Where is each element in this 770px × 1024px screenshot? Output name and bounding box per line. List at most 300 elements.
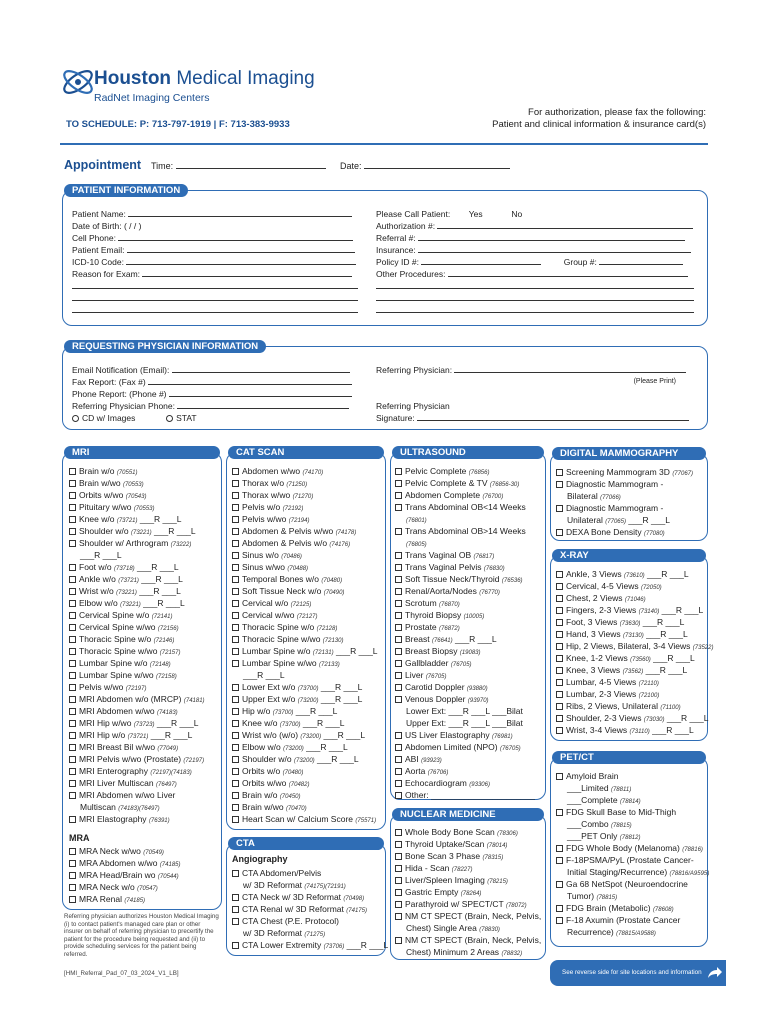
list-item[interactable] bbox=[556, 664, 708, 676]
list-item[interactable] bbox=[232, 765, 386, 777]
checkbox-icon[interactable] bbox=[395, 841, 402, 848]
checkbox-icon[interactable] bbox=[232, 660, 239, 667]
checkbox-icon[interactable] bbox=[556, 917, 563, 924]
checkbox-icon[interactable] bbox=[69, 756, 76, 763]
list-item[interactable] bbox=[395, 934, 545, 946]
list-item[interactable] bbox=[395, 549, 545, 561]
checkbox-icon[interactable] bbox=[232, 894, 239, 901]
side-selector[interactable]: ___R ___L bbox=[321, 730, 366, 740]
checkbox-icon[interactable] bbox=[556, 469, 563, 476]
side-selector[interactable]: ___R ___L bbox=[138, 574, 183, 584]
list-item[interactable] bbox=[232, 813, 386, 825]
side-selector[interactable]: ___R ___L bbox=[643, 629, 688, 639]
list-item[interactable] bbox=[556, 688, 708, 700]
reverse-side-banner[interactable] bbox=[550, 960, 726, 986]
checkbox-icon[interactable] bbox=[556, 505, 563, 512]
checkbox-icon[interactable] bbox=[556, 679, 563, 686]
checkbox-icon[interactable] bbox=[556, 691, 563, 698]
list-item[interactable] bbox=[232, 939, 389, 951]
checkbox-icon[interactable] bbox=[232, 648, 239, 655]
checkbox-icon[interactable] bbox=[69, 720, 76, 727]
list-item[interactable] bbox=[395, 645, 545, 657]
checkbox-icon[interactable] bbox=[395, 636, 402, 643]
list-item[interactable] bbox=[395, 597, 545, 609]
checkbox-icon[interactable] bbox=[556, 571, 563, 578]
list-item[interactable] bbox=[395, 465, 545, 477]
checkbox-icon[interactable] bbox=[232, 906, 239, 913]
checkbox-icon[interactable] bbox=[232, 468, 239, 475]
side-selector[interactable]: ___R ___L bbox=[154, 718, 199, 728]
checkbox-icon[interactable] bbox=[232, 684, 239, 691]
side-selector[interactable]: ___R ___L bbox=[625, 515, 670, 525]
list-item[interactable] bbox=[556, 640, 714, 652]
checkbox-icon[interactable] bbox=[395, 468, 402, 475]
list-item[interactable] bbox=[556, 878, 708, 890]
checkbox-icon[interactable] bbox=[395, 768, 402, 775]
list-item[interactable] bbox=[395, 525, 545, 537]
list-item[interactable] bbox=[232, 489, 386, 501]
list-item[interactable] bbox=[69, 857, 221, 869]
checkbox-icon[interactable] bbox=[395, 937, 402, 944]
list-item[interactable] bbox=[232, 777, 386, 789]
reason-line-2[interactable] bbox=[72, 281, 358, 289]
list-item[interactable] bbox=[395, 501, 545, 513]
list-item[interactable] bbox=[395, 561, 545, 573]
checkbox-icon[interactable] bbox=[556, 881, 563, 888]
phone-report-field[interactable] bbox=[169, 389, 352, 397]
list-item[interactable] bbox=[232, 513, 386, 525]
list-item[interactable] bbox=[69, 681, 221, 693]
list-item[interactable] bbox=[395, 657, 545, 669]
checkbox-icon[interactable] bbox=[232, 492, 239, 499]
list-item[interactable] bbox=[69, 717, 221, 729]
checkbox-icon[interactable] bbox=[232, 504, 239, 511]
list-item[interactable] bbox=[232, 477, 386, 489]
list-item[interactable] bbox=[556, 628, 708, 640]
ref-phys-field[interactable] bbox=[454, 365, 686, 373]
checkbox-icon[interactable] bbox=[395, 528, 402, 535]
checkbox-icon[interactable] bbox=[232, 552, 239, 559]
checkbox-icon[interactable] bbox=[395, 648, 402, 655]
checkbox-icon[interactable] bbox=[556, 845, 563, 852]
list-item[interactable] bbox=[395, 789, 545, 801]
list-item[interactable] bbox=[556, 842, 708, 854]
insurance-field[interactable] bbox=[418, 245, 691, 253]
checkbox-icon[interactable] bbox=[556, 643, 563, 650]
list-item[interactable] bbox=[232, 609, 386, 621]
patient-name-field[interactable] bbox=[128, 209, 352, 217]
side-selector[interactable]: ___R ___L bbox=[664, 713, 709, 723]
list-item[interactable] bbox=[232, 645, 386, 657]
checkbox-icon[interactable] bbox=[395, 829, 402, 836]
checkbox-icon[interactable] bbox=[69, 624, 76, 631]
list-item[interactable] bbox=[69, 753, 221, 765]
checkbox-icon[interactable] bbox=[69, 636, 76, 643]
checkbox-icon[interactable] bbox=[232, 540, 239, 547]
checkbox-icon[interactable] bbox=[395, 624, 402, 631]
checkbox-icon[interactable] bbox=[69, 672, 76, 679]
list-item[interactable] bbox=[232, 741, 386, 753]
checkbox-icon[interactable] bbox=[232, 780, 239, 787]
list-item[interactable] bbox=[69, 609, 221, 621]
checkbox-icon[interactable] bbox=[395, 889, 402, 896]
group-field[interactable] bbox=[599, 257, 683, 265]
list-item[interactable] bbox=[69, 501, 221, 513]
checkbox-icon[interactable] bbox=[395, 901, 402, 908]
list-item[interactable] bbox=[232, 717, 386, 729]
list-item[interactable] bbox=[232, 915, 386, 927]
icd-field[interactable] bbox=[126, 257, 356, 265]
checkbox-icon[interactable] bbox=[232, 600, 239, 607]
list-item[interactable] bbox=[69, 657, 221, 669]
list-item[interactable] bbox=[395, 633, 545, 645]
checkbox-icon[interactable] bbox=[556, 655, 563, 662]
checkbox-icon[interactable] bbox=[395, 792, 402, 799]
checkbox-icon[interactable] bbox=[232, 564, 239, 571]
checkbox-icon[interactable] bbox=[395, 732, 402, 739]
list-item[interactable] bbox=[232, 753, 386, 765]
fax-report-field[interactable] bbox=[148, 377, 352, 385]
checkbox-icon[interactable] bbox=[232, 744, 239, 751]
list-item[interactable] bbox=[556, 724, 708, 736]
list-item[interactable] bbox=[232, 573, 386, 585]
checkbox-icon[interactable] bbox=[556, 619, 563, 626]
list-item[interactable] bbox=[556, 616, 708, 628]
checkbox-icon[interactable] bbox=[395, 913, 402, 920]
list-item[interactable] bbox=[395, 862, 545, 874]
list-item[interactable] bbox=[395, 573, 545, 585]
checkbox-icon[interactable] bbox=[232, 756, 239, 763]
checkbox-icon[interactable] bbox=[395, 865, 402, 872]
list-item[interactable] bbox=[69, 729, 221, 741]
side-selector[interactable]: ___R ___L bbox=[640, 617, 685, 627]
checkbox-icon[interactable] bbox=[69, 780, 76, 787]
other-proc-line-3[interactable] bbox=[376, 293, 694, 301]
email-field[interactable] bbox=[127, 245, 355, 253]
side-selector[interactable]: ___R ___L bbox=[136, 586, 181, 596]
checkbox-icon[interactable] bbox=[395, 480, 402, 487]
checkbox-icon[interactable] bbox=[69, 492, 76, 499]
list-item[interactable] bbox=[395, 838, 545, 850]
list-item[interactable] bbox=[232, 681, 386, 693]
list-item[interactable] bbox=[69, 561, 221, 573]
list-item[interactable] bbox=[556, 466, 708, 478]
checkbox-icon[interactable] bbox=[232, 696, 239, 703]
checkbox-icon[interactable] bbox=[69, 576, 76, 583]
checkbox-icon[interactable] bbox=[69, 848, 76, 855]
checkbox-icon[interactable] bbox=[232, 720, 239, 727]
list-item[interactable] bbox=[232, 891, 386, 903]
checkbox-icon[interactable] bbox=[395, 564, 402, 571]
list-item[interactable] bbox=[69, 585, 221, 597]
checkbox-icon[interactable] bbox=[69, 896, 76, 903]
checkbox-icon[interactable] bbox=[232, 816, 239, 823]
checkbox-icon[interactable] bbox=[232, 804, 239, 811]
checkbox-icon[interactable] bbox=[395, 756, 402, 763]
list-item[interactable] bbox=[232, 597, 386, 609]
checkbox-icon[interactable] bbox=[395, 552, 402, 559]
list-item[interactable] bbox=[69, 789, 221, 801]
list-item[interactable] bbox=[556, 592, 708, 604]
other-proc-line-4[interactable] bbox=[376, 305, 694, 313]
list-item[interactable] bbox=[69, 845, 221, 857]
list-item[interactable] bbox=[69, 869, 221, 881]
checkbox-icon[interactable] bbox=[395, 744, 402, 751]
referral-field[interactable] bbox=[418, 233, 685, 241]
checkbox-icon[interactable] bbox=[69, 648, 76, 655]
checkbox-icon[interactable] bbox=[232, 636, 239, 643]
checkbox-icon[interactable] bbox=[395, 672, 402, 679]
checkbox-icon[interactable] bbox=[556, 607, 563, 614]
list-item[interactable] bbox=[232, 549, 386, 561]
checkbox-icon[interactable] bbox=[232, 708, 239, 715]
side-selector[interactable]: ___R ___L bbox=[344, 940, 389, 950]
cd-option[interactable] bbox=[72, 413, 135, 423]
checkbox-icon[interactable] bbox=[69, 660, 76, 667]
side-selector[interactable]: ___R ___L bbox=[318, 694, 363, 704]
checkbox-icon[interactable] bbox=[69, 872, 76, 879]
checkbox-icon[interactable] bbox=[556, 809, 563, 816]
call-no-option[interactable]: No bbox=[511, 209, 523, 219]
checkbox-icon[interactable] bbox=[69, 528, 76, 535]
checkbox-icon[interactable] bbox=[69, 792, 76, 799]
list-item[interactable] bbox=[395, 681, 545, 693]
list-item[interactable] bbox=[69, 645, 221, 657]
list-item[interactable] bbox=[69, 765, 221, 777]
checkbox-icon[interactable] bbox=[395, 576, 402, 583]
checkbox-icon[interactable] bbox=[395, 492, 402, 499]
list-item[interactable] bbox=[232, 465, 386, 477]
list-item[interactable] bbox=[395, 585, 545, 597]
list-item[interactable] bbox=[232, 561, 386, 573]
stat-option[interactable] bbox=[166, 413, 196, 423]
other-proc-field[interactable] bbox=[448, 269, 688, 277]
checkbox-icon[interactable] bbox=[556, 583, 563, 590]
checkbox-icon[interactable] bbox=[395, 684, 402, 691]
list-item[interactable] bbox=[232, 729, 386, 741]
side-selector[interactable]: ___R ___L bbox=[644, 569, 689, 579]
time-field[interactable] bbox=[176, 161, 326, 169]
list-item[interactable] bbox=[232, 693, 386, 705]
list-item[interactable] bbox=[232, 621, 386, 633]
checkbox-icon[interactable] bbox=[69, 884, 76, 891]
list-item[interactable] bbox=[556, 902, 708, 914]
checkbox-icon[interactable] bbox=[395, 588, 402, 595]
checkbox-icon[interactable] bbox=[232, 942, 239, 949]
cell-field[interactable] bbox=[118, 233, 353, 241]
checkbox-icon[interactable] bbox=[395, 780, 402, 787]
list-item[interactable] bbox=[69, 573, 221, 585]
list-item[interactable] bbox=[556, 526, 708, 538]
checkbox-icon[interactable] bbox=[69, 732, 76, 739]
side-selector[interactable]: ___R ___L bbox=[300, 718, 345, 728]
signature-field[interactable] bbox=[417, 413, 689, 421]
list-item[interactable] bbox=[556, 478, 708, 490]
list-item[interactable] bbox=[556, 568, 708, 580]
checkbox-icon[interactable] bbox=[232, 612, 239, 619]
checkbox-icon[interactable] bbox=[232, 768, 239, 775]
date-field[interactable] bbox=[364, 161, 510, 169]
side-selector[interactable]: ___R ___L bbox=[140, 598, 185, 608]
side-selector[interactable]: ___R ___L bbox=[650, 653, 695, 663]
list-item[interactable] bbox=[395, 609, 545, 621]
list-item[interactable] bbox=[556, 580, 708, 592]
list-item[interactable] bbox=[69, 705, 221, 717]
list-item[interactable] bbox=[69, 537, 221, 549]
list-item[interactable] bbox=[232, 789, 386, 801]
checkbox-icon[interactable] bbox=[69, 564, 76, 571]
list-item[interactable] bbox=[395, 826, 545, 838]
list-item[interactable] bbox=[69, 669, 221, 681]
list-item[interactable] bbox=[395, 765, 545, 777]
list-item[interactable] bbox=[556, 806, 708, 818]
list-item[interactable] bbox=[556, 502, 708, 514]
list-item[interactable] bbox=[395, 477, 545, 489]
list-item[interactable] bbox=[69, 893, 221, 905]
other-proc-line-2[interactable] bbox=[376, 281, 694, 289]
side-selector[interactable]: ___R ___L bbox=[643, 665, 688, 675]
checkbox-icon[interactable] bbox=[232, 516, 239, 523]
checkbox-icon[interactable] bbox=[395, 660, 402, 667]
list-item[interactable] bbox=[232, 903, 386, 915]
reason-line-4[interactable] bbox=[72, 305, 358, 313]
checkbox-icon[interactable] bbox=[232, 624, 239, 631]
checkbox-icon[interactable] bbox=[395, 877, 402, 884]
ref-phone-field[interactable] bbox=[177, 401, 349, 409]
checkbox-icon[interactable] bbox=[395, 504, 402, 511]
list-item[interactable] bbox=[556, 914, 708, 926]
list-item[interactable] bbox=[395, 886, 545, 898]
list-item[interactable] bbox=[69, 597, 221, 609]
checkbox-icon[interactable] bbox=[232, 588, 239, 595]
checkbox-icon[interactable] bbox=[69, 768, 76, 775]
list-item[interactable] bbox=[395, 741, 545, 753]
list-item[interactable] bbox=[232, 705, 386, 717]
list-item[interactable] bbox=[232, 537, 386, 549]
checkbox-icon[interactable] bbox=[395, 853, 402, 860]
checkbox-icon[interactable] bbox=[395, 612, 402, 619]
checkbox-icon[interactable] bbox=[395, 600, 402, 607]
checkbox-icon[interactable] bbox=[556, 703, 563, 710]
checkbox-icon[interactable] bbox=[556, 857, 563, 864]
list-item[interactable] bbox=[395, 669, 545, 681]
checkbox-icon[interactable] bbox=[232, 528, 239, 535]
side-selector[interactable]: ___R ___L bbox=[452, 634, 497, 644]
list-item[interactable] bbox=[232, 501, 386, 513]
list-item[interactable] bbox=[232, 585, 386, 597]
checkbox-icon[interactable] bbox=[556, 481, 563, 488]
list-item[interactable] bbox=[69, 741, 221, 753]
list-item[interactable] bbox=[556, 652, 708, 664]
checkbox-icon[interactable] bbox=[69, 816, 76, 823]
checkbox-icon[interactable] bbox=[232, 576, 239, 583]
call-yes-option[interactable]: Yes bbox=[468, 209, 483, 219]
side-selector[interactable]: ___R ___L bbox=[318, 682, 363, 692]
policy-field[interactable] bbox=[421, 257, 541, 265]
checkbox-icon[interactable] bbox=[232, 918, 239, 925]
list-item[interactable] bbox=[395, 753, 545, 765]
checkbox-icon[interactable] bbox=[556, 529, 563, 536]
checkbox-icon[interactable] bbox=[69, 588, 76, 595]
side-selector[interactable]: ___R ___L bbox=[148, 730, 193, 740]
checkbox-icon[interactable] bbox=[556, 667, 563, 674]
checkbox-icon[interactable] bbox=[69, 744, 76, 751]
list-item[interactable] bbox=[395, 621, 545, 633]
list-item[interactable] bbox=[69, 881, 221, 893]
checkbox-icon[interactable] bbox=[69, 516, 76, 523]
checkbox-icon[interactable] bbox=[395, 696, 402, 703]
checkbox-icon[interactable] bbox=[556, 631, 563, 638]
checkbox-icon[interactable] bbox=[232, 480, 239, 487]
checkbox-icon[interactable] bbox=[69, 600, 76, 607]
list-item[interactable] bbox=[395, 850, 545, 862]
list-item[interactable] bbox=[232, 657, 386, 669]
side-selector[interactable]: ___R ___L bbox=[649, 725, 694, 735]
email-notify-field[interactable] bbox=[172, 365, 350, 373]
checkbox-icon[interactable] bbox=[556, 727, 563, 734]
checkbox-icon[interactable] bbox=[69, 696, 76, 703]
checkbox-icon[interactable] bbox=[69, 540, 76, 547]
side-selector[interactable]: ___R ___L bbox=[303, 742, 348, 752]
list-item[interactable] bbox=[556, 854, 708, 866]
checkbox-icon[interactable] bbox=[69, 860, 76, 867]
list-item[interactable] bbox=[69, 777, 221, 789]
list-item[interactable] bbox=[395, 693, 545, 705]
list-item[interactable] bbox=[232, 525, 386, 537]
list-item[interactable] bbox=[69, 693, 221, 705]
list-item[interactable] bbox=[69, 633, 221, 645]
checkbox-icon[interactable] bbox=[556, 905, 563, 912]
side-selector[interactable]: ___R ___L bbox=[659, 605, 704, 615]
checkbox-icon[interactable] bbox=[556, 773, 563, 780]
auth-field[interactable] bbox=[437, 221, 693, 229]
checkbox-icon[interactable] bbox=[69, 468, 76, 475]
list-item[interactable] bbox=[556, 604, 708, 616]
list-item[interactable] bbox=[395, 777, 545, 789]
checkbox-icon[interactable] bbox=[69, 684, 76, 691]
list-item[interactable] bbox=[556, 700, 708, 712]
list-item[interactable] bbox=[395, 898, 545, 910]
list-item[interactable] bbox=[69, 621, 221, 633]
checkbox-icon[interactable] bbox=[69, 504, 76, 511]
list-item[interactable] bbox=[556, 676, 708, 688]
list-item[interactable] bbox=[69, 813, 221, 825]
list-item[interactable] bbox=[69, 513, 221, 525]
list-item[interactable] bbox=[395, 910, 545, 922]
side-selector[interactable]: ___R ___L bbox=[333, 646, 378, 656]
checkbox-icon[interactable] bbox=[69, 480, 76, 487]
list-item[interactable] bbox=[232, 801, 386, 813]
checkbox-icon[interactable] bbox=[556, 595, 563, 602]
list-item[interactable] bbox=[69, 489, 221, 501]
list-item[interactable] bbox=[232, 867, 386, 879]
checkbox-icon[interactable] bbox=[232, 870, 239, 877]
checkbox-icon[interactable] bbox=[232, 732, 239, 739]
list-item[interactable] bbox=[556, 712, 708, 724]
side-selector[interactable]: ___R ___L bbox=[134, 562, 179, 572]
reason-line-3[interactable] bbox=[72, 293, 358, 301]
side-selector[interactable]: ___R ___L bbox=[314, 754, 359, 764]
list-item[interactable] bbox=[556, 770, 708, 782]
reason-field[interactable] bbox=[142, 269, 352, 277]
list-item[interactable] bbox=[69, 465, 221, 477]
list-item[interactable] bbox=[395, 729, 545, 741]
checkbox-icon[interactable] bbox=[69, 708, 76, 715]
checkbox-icon[interactable] bbox=[556, 715, 563, 722]
list-item[interactable] bbox=[232, 633, 386, 645]
list-item[interactable] bbox=[395, 489, 545, 501]
side-selector[interactable]: ___R ___L bbox=[293, 706, 338, 716]
